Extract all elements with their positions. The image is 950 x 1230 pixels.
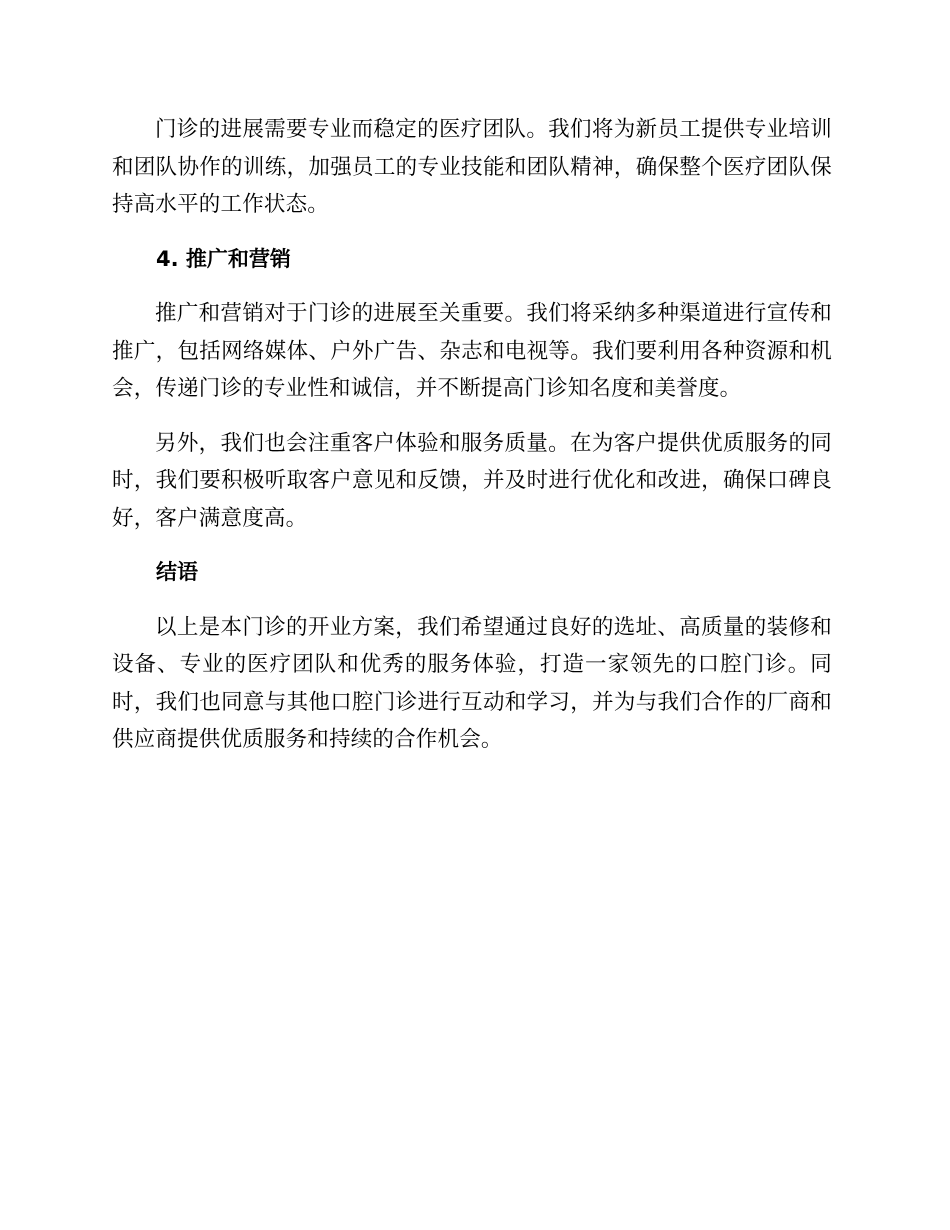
section-heading-conclusion: 结语 — [156, 560, 198, 584]
document-body — [112, 111, 832, 776]
paragraph-service: 另外，我们也会注重客户体验和服务质量。在为客户提供优质服务的同时，我们要积极听取客户意见和反馈，并及时进行优化和改进，确保口碑良好，客户满意度高。 — [112, 430, 832, 531]
paragraph-team: 门诊的进展需要专业而稳定的医疗团队。我们将为新员工提供专业培训和团队协作的训练，加强员工的专业技能和团队精神，确保整个医疗团队保持高水平的工作状态。 — [112, 117, 832, 217]
paragraph-conclusion: 以上是本门诊的开业方案，我们希望通过良好的选址、高质量的装修和设备、专业的医疗团队和优秀的服务体验，打造一家领先的口腔门诊。同时，我们也同意与其他口腔门诊进行互动和学习，并为与我们合作的厂商和供应商提供优质服务和持续的合作机会。 — [112, 614, 832, 752]
section-heading-marketing: 4. 推广和营销 — [156, 246, 291, 271]
paragraph-marketing: 推广和营销对于门诊的进展至关重要。我们将采纳多种渠道进行宣传和推广，包括网络媒体、户外广告、杂志和电视等。我们要利用各种资源和机会，传递门诊的专业性和诚信，并不断提高门诊知名度和美誉度。 — [112, 301, 832, 401]
